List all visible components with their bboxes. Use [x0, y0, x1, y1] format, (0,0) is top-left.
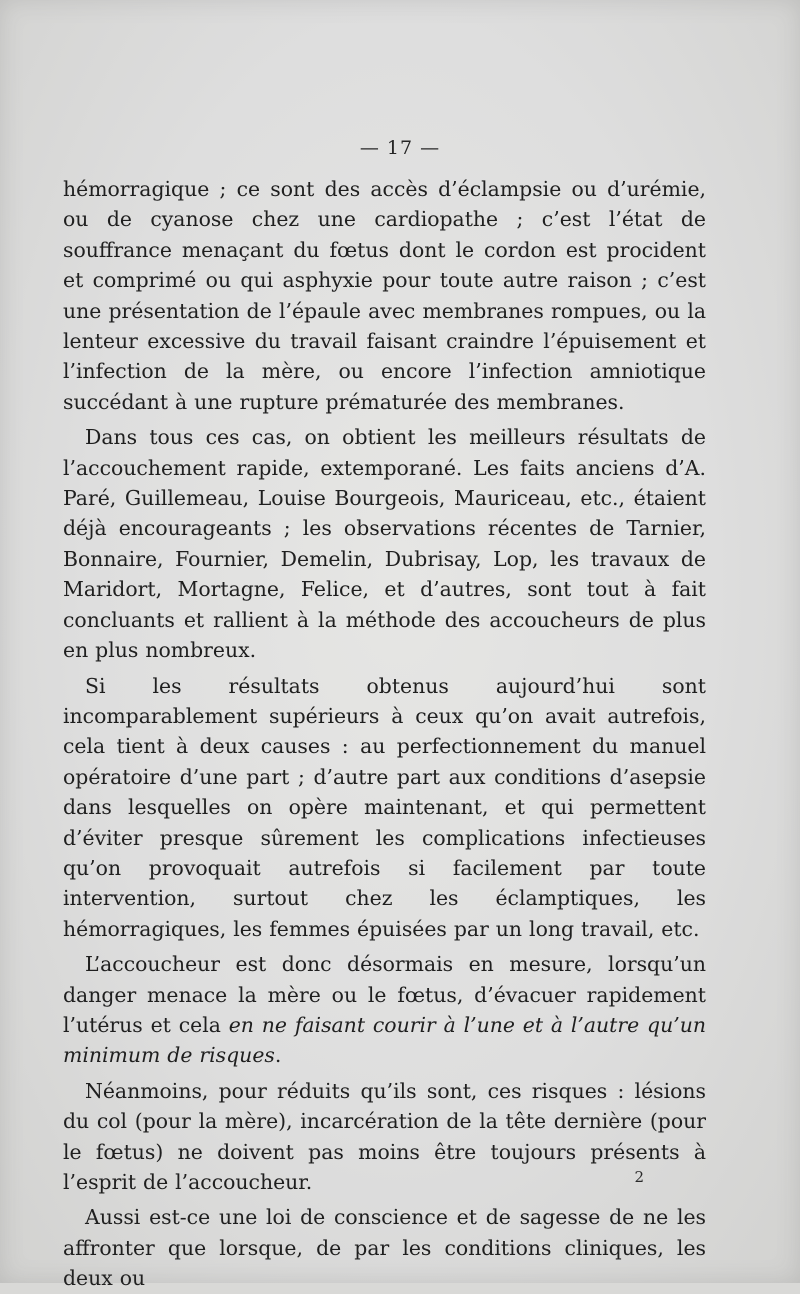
paragraph-4: [63, 949, 706, 1071]
paragraph-3: Si les résultats obtenus aujourd’hui sont incomparablement supérieurs à ceux qu’on avait autrefois, cela tient à deux causes : au perfectionnement du manuel opératoire d’une part ; d’autre part aux conditions d’asepsie dans lesquelles on opère maintenant, et qui permettent d’éviter presque sûrement les complications infectieuses qu’on provoquait autrefois si facilement par toute intervention, surtout chez les éclamptiques, les hémorragiques, les femmes épuisées par un long travail, etc.: [63, 673, 706, 941]
paragraph-1: hémorragique ; ce sont des accès d’éclampsie ou d’urémie, ou de cyanose chez une cardiopathe ; c’est l’état de souffrance menaçant du fœtus dont le cordon est procident et comprimé ou qui asphyxie pour toute autre raison ; c’est une présentation de l’épaule avec membranes rompues, ou la lenteur excessive du travail faisant craindre l’épuisement et l’infection de la mère, ou encore l’infection amniotique succédant à une rupture prématurée des membranes.: [63, 177, 706, 414]
paragraph-4-text: L’accoucheur est donc désormais en mesure, lorsqu’un danger menace la mère ou le fœtus, d’évacuer rapidement l’utérus et cela: [63, 952, 706, 1037]
body-text: [63, 174, 706, 1294]
signature-mark: 2: [634, 1168, 644, 1186]
italic-emphasis: en ne faisant courir à l’une et à l’autre qu’un minimum de risques: [63, 1012, 706, 1068]
paragraph-6: Aussi est-ce une loi de conscience et de sagesse de ne les affronter que lorsque, de par les conditions cliniques, les deux ou: [63, 1205, 706, 1291]
paragraph-2: Dans tous ces cas, on obtient les meilleurs résultats de l’accouchement rapide, extemporané. Les faits anciens d’A. Paré, Guillemeau, Louise Bourgeois, Mauriceau, etc., étaient déjà encourageants ; les observations récentes de Tarnier, Bonnaire, Fournier, Demelin, Dubrisay, Lop, les travaux de Maridort, Mortagne, Felice, et d’autres, sont tout à fait concluants et rallient à la méthode des accoucheurs de plus en plus nombreux.: [63, 425, 706, 663]
page-number: — 17 —: [359, 137, 441, 159]
paragraph-4-end: .: [274, 1043, 282, 1068]
paragraph-5: Néanmoins, pour réduits qu’ils sont, ces risques : lésions du col (pour la mère), incarcération de la tête dernière (pour le fœtus) ne doivent pas moins être toujours présents à l’esprit de l’accoucheur.: [63, 1078, 706, 1194]
